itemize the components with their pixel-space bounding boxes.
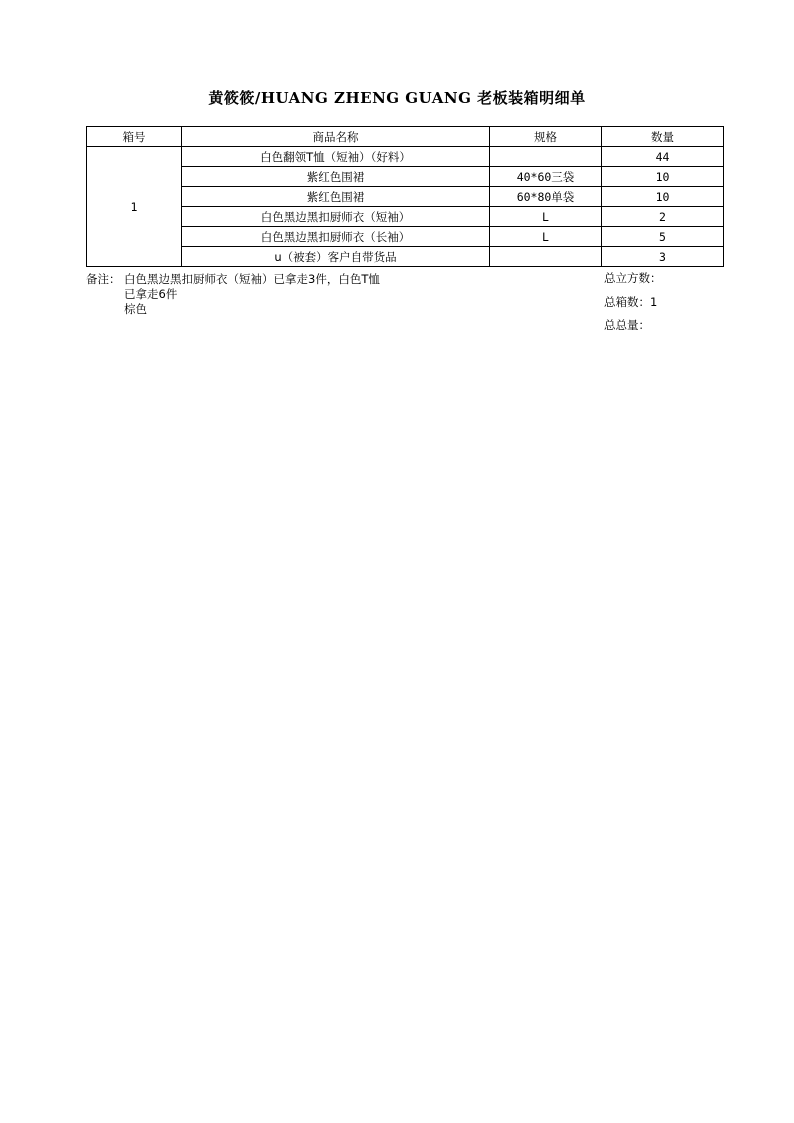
- table-row: [87, 207, 724, 227]
- product-name-cell: 白色黑边黑扣厨师衣（长袖）: [182, 227, 490, 247]
- quantity-cell: 5: [602, 227, 724, 247]
- quantity-cell: 2: [602, 207, 724, 227]
- header-quantity: 数量: [602, 127, 724, 147]
- header-spec: 规格: [490, 127, 602, 147]
- total-volume-label: 总立方数：: [604, 271, 662, 285]
- spec-cell: 40*60三袋: [490, 167, 602, 187]
- spec-cell: 60*80单袋: [490, 187, 602, 207]
- product-name-cell: 紫红色围裙: [182, 167, 490, 187]
- product-name-cell: 紫红色围裙: [182, 187, 490, 207]
- quantity-cell: 10: [602, 167, 724, 187]
- total-weight-label: 总总量：: [604, 318, 650, 332]
- total-boxes-label: 总箱数：1: [604, 295, 658, 309]
- notes-label: 备注：: [86, 272, 121, 286]
- spec-cell: [490, 247, 602, 267]
- quantity-cell: 10: [602, 187, 724, 207]
- table-row: [87, 227, 724, 247]
- product-name-cell: 白色翻领T恤（短袖）（好料）: [182, 147, 490, 167]
- table-row: [87, 247, 724, 267]
- header-box-no: 箱号: [87, 127, 182, 147]
- table-row: [87, 187, 724, 207]
- notes-line: 白色黑边黑扣厨师衣（短袖）已拿走3件，白色T恤: [124, 272, 380, 286]
- spec-cell: L: [490, 207, 602, 227]
- table-header-row: [87, 127, 724, 147]
- table-row: [87, 167, 724, 187]
- product-name-cell: 白色黑边黑扣厨师衣（短袖）: [182, 207, 490, 227]
- packing-table: [86, 126, 724, 267]
- box-number-cell: 1: [87, 147, 182, 267]
- quantity-cell: 3: [602, 247, 724, 267]
- quantity-cell: 44: [602, 147, 724, 167]
- product-name-cell: u（被套）客户自带货品: [182, 247, 490, 267]
- document-title: 黄筱筱/HUANG ZHENG GUANG 老板装箱明细单: [208, 89, 586, 107]
- notes-line: 棕色: [124, 302, 147, 316]
- spec-cell: L: [490, 227, 602, 247]
- spec-cell: [490, 147, 602, 167]
- table-row: [87, 147, 724, 167]
- notes-line: 已拿走6件: [124, 287, 178, 301]
- header-product-name: 商品名称: [182, 127, 490, 147]
